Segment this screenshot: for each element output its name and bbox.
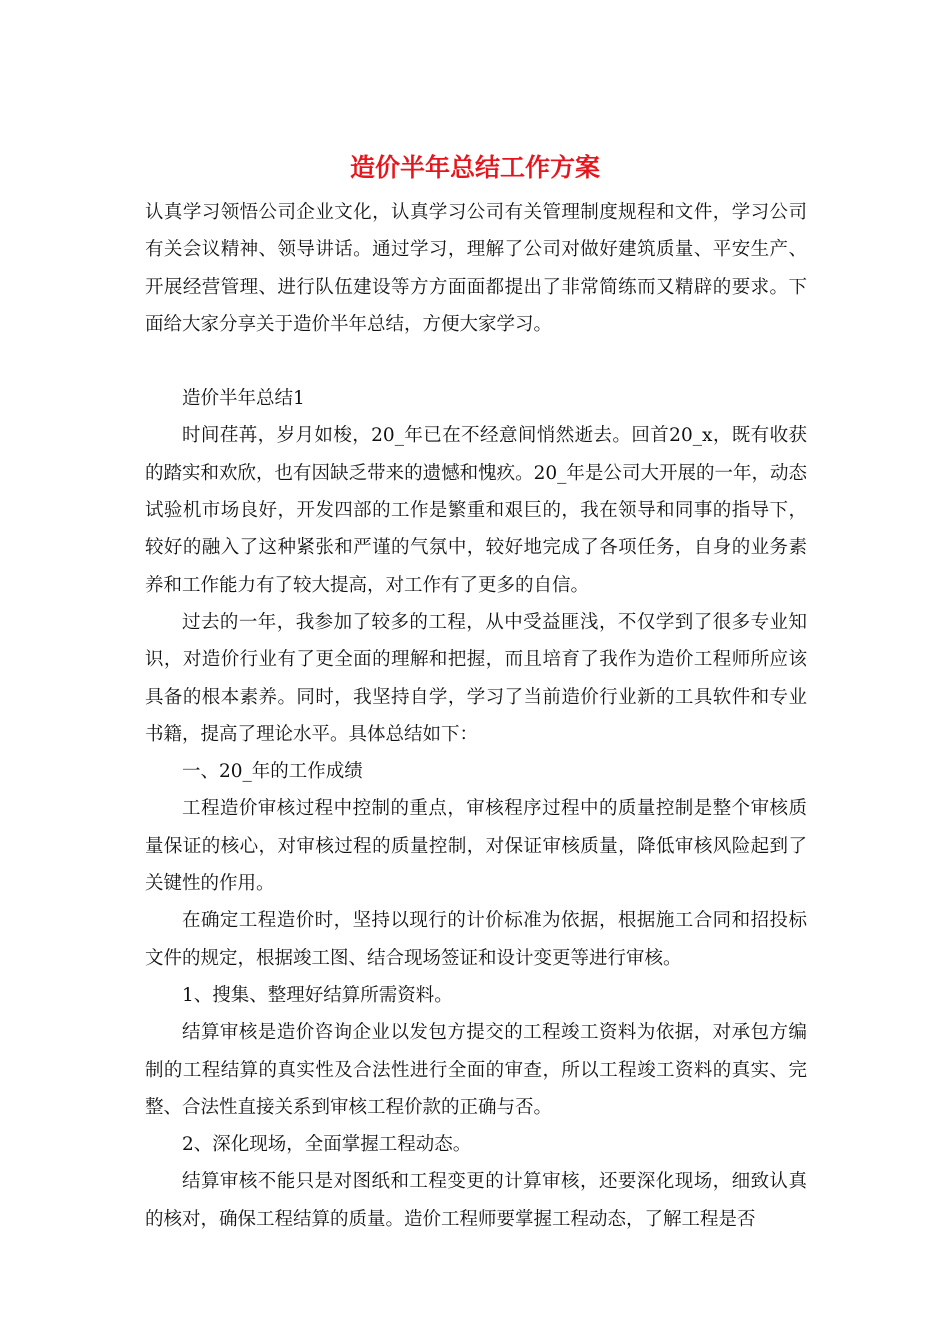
- document-body: [145, 194, 807, 1238]
- list-item-heading: 1、搜集、整理好结算所需资料。: [182, 984, 453, 1006]
- intro-paragraph: 认真学习领悟公司企业文化，认真学习公司有关管理制度规程和文件，学习公司有关会议精神、领导讲话。通过学习，理解了公司对做好建筑质量、平安生产、开展经营管理、进行队伍建设等方方面面都提出了非常简练而又精辟的要求。下面给大家分享关于造价半年总结，方便大家学习。: [145, 202, 807, 335]
- body-paragraph: 结算审核不能只是对图纸和工程变更的计算审核，还要深化现场，细致认真的核对，确保工程结算的质量。造价工程师要掌握工程动态，了解工程是否: [145, 1171, 807, 1230]
- section-heading-summary-1: 造价半年总结1: [182, 388, 305, 410]
- body-paragraph: 过去的一年，我参加了较多的工程，从中受益匪浅，不仅学到了很多专业知识，对造价行业有了更全面的理解和把握，而且培育了我作为造价工程师所应该具备的根本素养。同时，我坚持自学，学习了当前造价行业新的工具软件和专业书籍，提高了理论水平。具体总结如下：: [145, 611, 807, 745]
- document-title: 造价半年总结工作方案: [349, 153, 600, 182]
- body-paragraph: 时间荏苒，岁月如梭，20_年已在不经意间悄然逝去。回首20_x，既有收获的踏实和欢欣，也有因缺乏带来的遗憾和愧疚。20_年是公司大开展的一年，动态试验机市场良好，开发四部的工作是繁重和艰巨的，我在领导和同事的指导下，较好的融入了这种紧张和严谨的气氛中，较好地完成了各项任务，自身的业务素养和工作能力有了较大提高，对工作有了更多的自信。: [145, 425, 807, 596]
- body-paragraph: 结算审核是造价咨询企业以发包方提交的工程竣工资料为依据，对承包方编制的工程结算的真实性及合法性进行全面的审查，所以工程竣工资料的真实、完整、合法性直接关系到审核工程价款的正确与否。: [145, 1022, 807, 1118]
- list-item-heading: 2、深化现场，全面掌握工程动态。: [182, 1134, 472, 1156]
- body-paragraph: 在确定工程造价时，坚持以现行的计价标准为依据，根据施工合同和招投标文件的规定，根据竣工图、结合现场签证和设计变更等进行审核。: [145, 910, 807, 969]
- section-heading-achievements: 一、20_年的工作成绩: [182, 761, 363, 783]
- body-paragraph: 工程造价审核过程中控制的重点，审核程序过程中的质量控制是整个审核质量保证的核心，对审核过程的质量控制，对保证审核质量，降低审核风险起到了关键性的作用。: [145, 798, 807, 895]
